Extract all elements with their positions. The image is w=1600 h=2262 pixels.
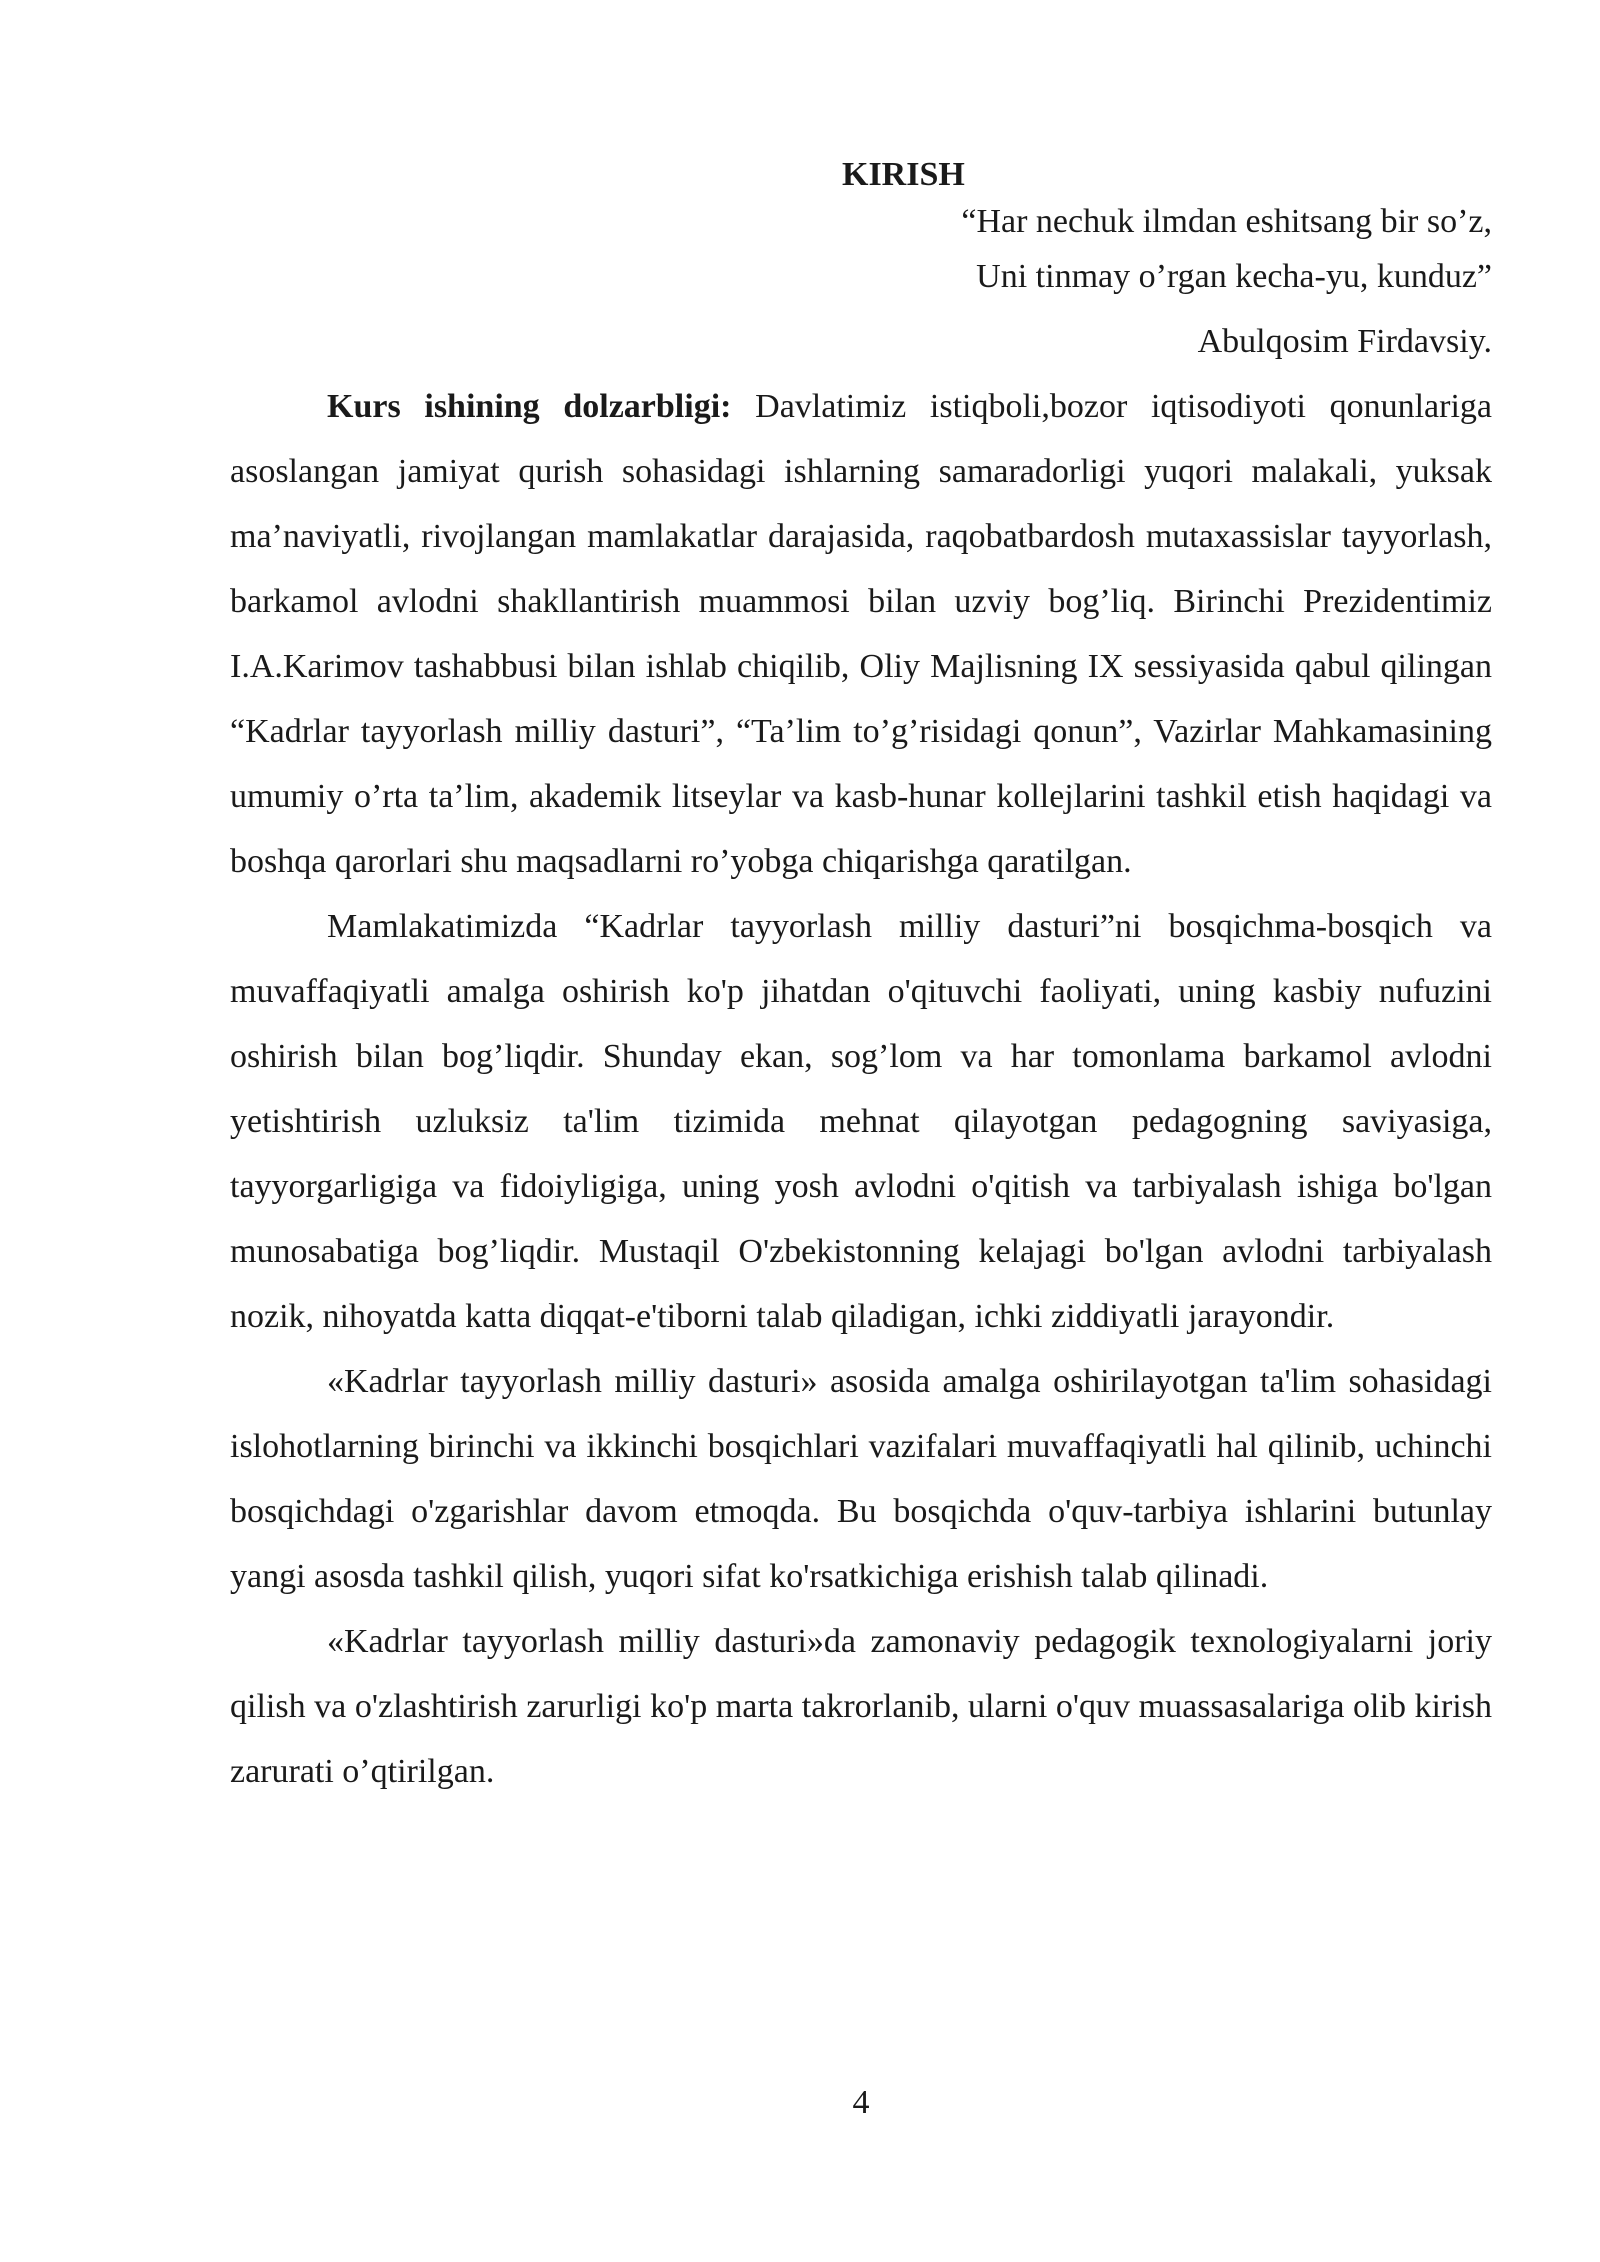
paragraph-2: Mamlakatimizda “Kadrlar tayyorlash milliy dasturi”ni bosqichma-bosqich va muvaffaqiyatli amalga oshirish ko'p jihatdan o'qituvchi faoliyati, uning kasbiy nufuzini oshirish bilan bog’liqdir. Shunday ekan, sog’lom va har tomonlama barkamol avlodni yetishtirish uzluksiz ta'lim tizimida mehnat qilayotgan pedagogning saviyasiga, tayyorgarligiga va fidoiyligiga, uning yosh avlodni o'qitish va tarbiyalash ishiga bo'lgan munosabatiga bog’liqdir. Mustaqil O'zbekistonning kelajagi bo'lgan avlodni tarbiyalash nozik, nihoyatda katta diqqat-e'tiborni talab qiladigan, ichki ziddiyatli jarayondir. <box>230 908 1492 1335</box>
paragraph-relevance <box>230 374 1492 894</box>
epigraph <box>230 200 1492 374</box>
paragraph-lead: Kurs ishining dolzarbligi: <box>327 388 732 425</box>
section-heading: KIRISH <box>842 156 965 193</box>
paragraph-relevance-text: Davlatimiz istiqboli,bozor iqtisodiyoti qonunlariga asoslangan jamiyat qurish sohasidagi ishlarning samaradorligi yuqori malakali, yuksak ma’naviyatli, rivojlangan mamlakatlar darajasida, raqobatbardosh mutaxassislar tayyorlash, barkamol avlodni shakllantirish muammosi bilan uzviy bog’liq. Birinchi Prezidentimiz I.A.Karimov tashabbusi bilan ishlab chiqilib, Oliy Majlisning IX sessiyasida qabul qilingan “Kadrlar tayyorlash milliy dasturi”, “Ta’lim to’g’risidagi qonun”, Vazirlar Mahkamasining umumiy o’rta ta’lim, akademik litseylar va kasb-hunar kollejlarini tashkil etish haqidagi va boshqa qarorlari shu maqsadlarni ro’yobga chiqarishga qaratilgan. <box>230 388 1492 880</box>
epigraph-author: Abulqosim Firdavsiy. <box>1197 323 1492 360</box>
page-content <box>230 150 1492 1804</box>
epigraph-line-2: Uni tinmay o’rgan kecha-yu, kunduz” <box>976 258 1492 295</box>
paragraph-3: «Kadrlar tayyorlash milliy dasturi» asosida amalga oshirilayotgan ta'lim sohasidagi islohotlarning birinchi va ikkinchi bosqichlari vazifalari muvaffaqiyatli hal qilinib, uchinchi bosqichdagi o'zgarishlar davom etmoqda. Bu bosqichda o'quv-tarbiya ishlarini butunlay yangi asosda tashkil qilish, yuqori sifat ko'rsatkichiga erishish talab qilinadi. <box>230 1363 1492 1595</box>
paragraph-4: «Kadrlar tayyorlash milliy dasturi»da zamonaviy pedagogik texnologiyalarni joriy qilish va o'zlashtirish zarurligi ko'p marta takrorlanib, ularni o'quv muassasalariga olib kirish zarurati o’qtirilgan. <box>230 1623 1492 1790</box>
page-number: 4 <box>852 2084 870 2121</box>
epigraph-line-1: “Har nechuk ilmdan eshitsang bir so’z, <box>961 203 1492 240</box>
